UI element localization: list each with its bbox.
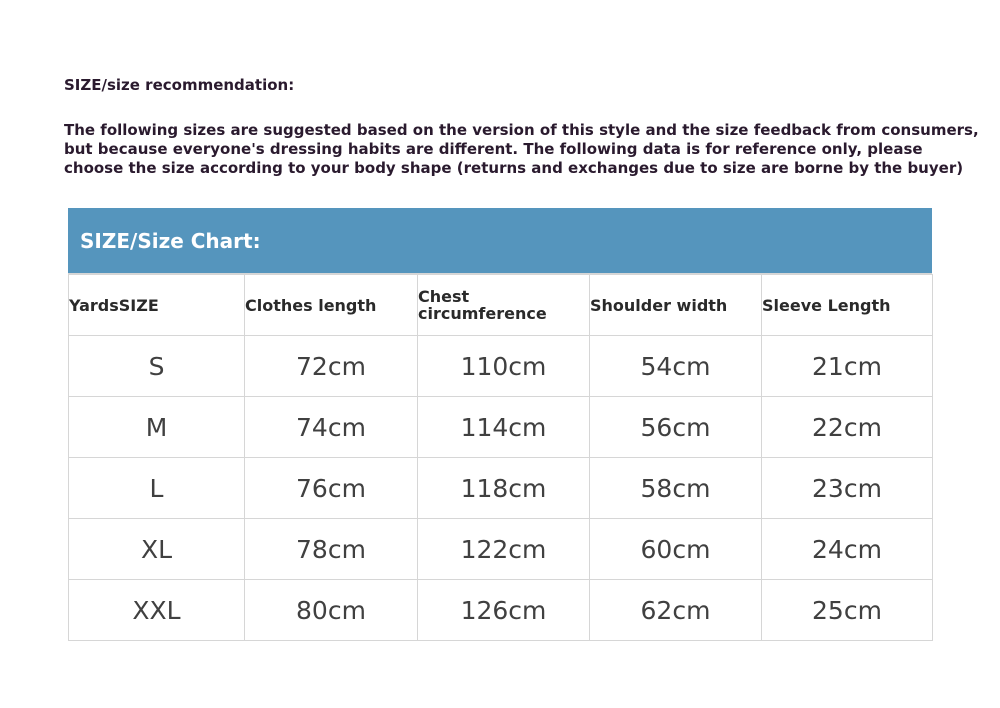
cell-clothes-length: 78cm (245, 519, 418, 580)
cell-sleeve-length: 22cm (762, 397, 933, 458)
cell-clothes-length: 80cm (245, 580, 418, 641)
cell-chest: 126cm (418, 580, 590, 641)
size-chart-header (68, 208, 932, 274)
cell-chest: 114cm (418, 397, 590, 458)
cell-shoulder-width: 62cm (590, 580, 762, 641)
recommendation-line: The following sizes are suggested based on the version of this style and the size feedback from consumers, (64, 121, 979, 139)
cell-size: XL (69, 519, 245, 580)
column-header-sleeve-length: Sleeve Length (762, 275, 933, 336)
table-row (69, 458, 933, 519)
cell-shoulder-width: 54cm (590, 336, 762, 397)
size-chart-title: SIZE/Size Chart: (80, 228, 261, 253)
size-table (68, 274, 933, 641)
cell-clothes-length: 72cm (245, 336, 418, 397)
cell-sleeve-length: 21cm (762, 336, 933, 397)
column-header-size: YardsSIZE (69, 275, 245, 336)
column-header-clothes-length: Clothes length (245, 275, 418, 336)
recommendation-text (64, 121, 979, 178)
cell-sleeve-length: 24cm (762, 519, 933, 580)
column-header-chest-label: Chest circumference (418, 287, 547, 323)
recommendation-line: but because everyone's dressing habits are different. The following data is for reference only, please (64, 140, 923, 158)
cell-sleeve-length: 25cm (762, 580, 933, 641)
table-row (69, 336, 933, 397)
cell-shoulder-width: 60cm (590, 519, 762, 580)
cell-size: M (69, 397, 245, 458)
cell-chest: 122cm (418, 519, 590, 580)
column-header-chest (418, 275, 590, 336)
cell-sleeve-length: 23cm (762, 458, 933, 519)
column-header-shoulder-width: Shoulder width (590, 275, 762, 336)
cell-chest: 110cm (418, 336, 590, 397)
cell-clothes-length: 76cm (245, 458, 418, 519)
cell-clothes-length: 74cm (245, 397, 418, 458)
cell-size: L (69, 458, 245, 519)
size-chart (68, 208, 932, 641)
table-row (69, 580, 933, 641)
table-row (69, 397, 933, 458)
cell-size: XXL (69, 580, 245, 641)
cell-shoulder-width: 58cm (590, 458, 762, 519)
cell-size: S (69, 336, 245, 397)
table-row (69, 519, 933, 580)
cell-chest: 118cm (418, 458, 590, 519)
recommendation-title: SIZE/size recommendation: (64, 76, 295, 94)
table-header-row (69, 275, 933, 336)
recommendation-line: choose the size according to your body shape (returns and exchanges due to size are borne by the buyer) (64, 159, 964, 177)
cell-shoulder-width: 56cm (590, 397, 762, 458)
